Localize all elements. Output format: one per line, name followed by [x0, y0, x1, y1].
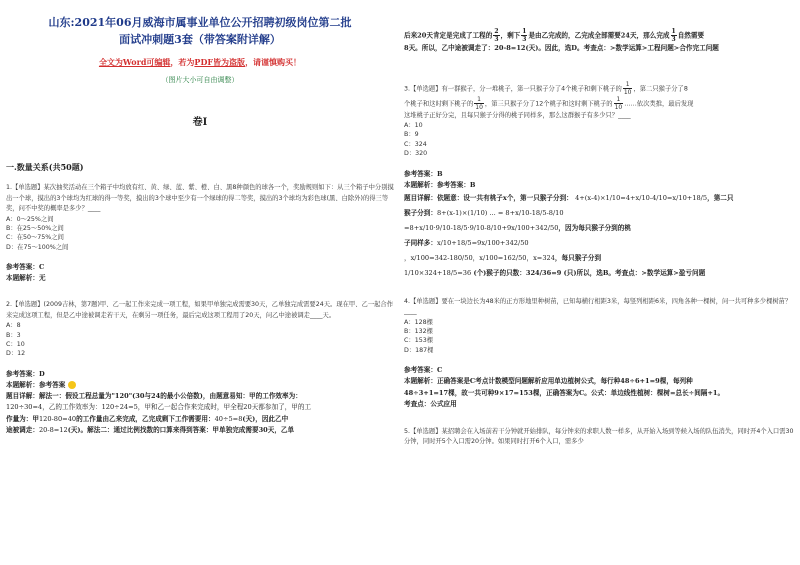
fraction	[474, 96, 484, 111]
numerator: 1	[522, 28, 527, 35]
fraction	[493, 28, 499, 43]
smiley-icon	[68, 381, 76, 389]
answer-label: 参考答案：C	[404, 366, 443, 375]
volume-heading: 卷I	[192, 117, 208, 128]
option-c: C：在50～75%之间	[6, 234, 64, 242]
analysis-math: =8+x/10·9/10-18/5·9/10-8/10+9x/100+342/50	[404, 223, 559, 232]
denominator: 10	[614, 103, 623, 111]
answer-label: 参考答案：C	[6, 263, 45, 272]
option-c: C：153棵	[404, 337, 434, 345]
analysis-text: (天)。解法二：通过比例找数的口算来得到答案：甲单独完成需要30天，乙单	[67, 426, 295, 435]
notice-text-2: ，若为	[170, 57, 195, 67]
numerator: 2	[494, 28, 499, 35]
question-5-text: 5.【单选题】某招聘会在入场前若干分钟就开始排队，每分钟来的求职人数一样多，从开始入场到等候入场的队伍消失，同时开4个入口需30分钟，同时开5个入口需20分钟。如果同时打开6个入口，需多少	[404, 427, 794, 446]
denominator: 3	[522, 36, 527, 43]
left-column	[6, 0, 394, 565]
word-editable-link[interactable]: 全文为Word可编辑	[98, 57, 171, 67]
analysis-text: 后来20天肯定是完成了工程的	[404, 31, 493, 40]
option-a: A：128棵	[404, 318, 433, 326]
option-c: C：10	[6, 340, 25, 348]
analysis-line: 考查点：公式应用	[404, 400, 457, 409]
analysis-text: (只)所以，选B。考查点：>数学运算>盈亏问题	[563, 268, 706, 277]
option-b: B：在25～50%之间	[6, 224, 64, 232]
analysis-text: (天)，因此乙中	[242, 414, 289, 423]
analysis-line: 本题解析：正确答案是C考点计数模型问题解析应用单边植树公式，每行种48÷6+1=9棵，每列种	[404, 377, 693, 386]
option-a: A：8	[6, 322, 21, 330]
answer-2	[6, 369, 394, 391]
analysis-text: 途被调走：	[6, 426, 39, 435]
fraction	[614, 96, 624, 111]
option-b: B：3	[6, 331, 21, 339]
question-1-text: 1.【单选题】某次抽奖活动在三个箱子中均放有红、黄、绿、蓝、紫、橙、白、黑8种颜色的球各一个，奖励规则如下：从三个箱子中分别摸出一个球，摸出的3个球均为红球的得一等奖，摸出的3个球中至少有一个绿球的得二等奖，摸出的3个球均为彩色球(黑、白除外)的得三等奖，问不中奖的概率是多少？____	[6, 184, 394, 212]
analysis-math: 1/10×324+18/5=36	[404, 268, 472, 277]
question-2-text: 2.【单选题】(2009吉林，第7题)甲、乙一起工作来完成一项工程，如果甲单独完成需要30天，乙单独完成需要24天。现在甲、乙一起合作来完成这项工程，但是乙中途被调走若干天，在剩另一项任务，最后完成这项工程用了20天，问乙中途被调走____天。	[6, 301, 394, 319]
answer-label: 参考答案：B	[404, 169, 443, 178]
notice-text-4: ，请谨慎购买！	[245, 57, 302, 67]
answer-4	[404, 365, 794, 376]
title-line-2: 面试冲刺题3套（带答案附详解）	[119, 33, 281, 46]
question-1	[6, 183, 394, 252]
question-text: ，第二只猴子分了8	[633, 85, 688, 92]
question-text: 个桃子和这时剩下桃子的	[404, 100, 474, 107]
purchase-notice	[6, 56, 394, 69]
question-4-text: 4.【单选题】要在一块边长为48米的正方形地里种树苗，已知每横行相距3米，每竖列相距6米，四角各种一棵树，问一共可种多少棵树苗？____	[404, 297, 792, 316]
numerator: 1	[671, 28, 676, 35]
page-title	[6, 14, 394, 48]
option-d: D：187棵	[404, 346, 434, 354]
analysis-line: 48÷3+1=17棵，故一共可种9×17=153棵，正确答案为C。公式：单边线性植树：棵树=总长÷间隔+1。	[404, 388, 725, 397]
analysis-4	[404, 376, 794, 411]
question-5	[404, 427, 794, 448]
analysis-math: 4+(x-4)×1/10=4+x/10-4/10=x/10+18/5	[575, 193, 708, 202]
analysis-text: ，每只猴子分到	[554, 253, 602, 262]
numerator: 1	[623, 81, 633, 89]
question-4	[404, 297, 794, 356]
analysis-text: 是由乙完成的，乙完成全部需要24天，那么完成	[528, 31, 670, 40]
analysis-line: 题目详解：解法一：假设工程总量为"120"(30与24的最小公倍数)，由题意易知：甲的工作效率为：	[6, 391, 302, 400]
right-column	[404, 0, 794, 565]
denominator: 10	[475, 103, 483, 111]
question-text: ……依次类推，最后发现	[624, 100, 694, 107]
question-2	[6, 300, 394, 359]
analysis-math: 120-80=40	[38, 414, 77, 423]
option-c: C：324	[404, 140, 427, 148]
question-text: ，第三只猴子分了12个桃子和这时剩下桃子的	[484, 100, 613, 107]
title-line-1: 山东:2021年06月威海市属事业单位公开招聘初级岗位第二批	[48, 16, 352, 29]
option-d: D：12	[6, 350, 26, 358]
analysis-text: 题目详解：依题意：设一共有桃子x个，第一只猴子分到：	[404, 193, 573, 202]
fraction	[671, 28, 677, 43]
option-b: B：132棵	[404, 328, 433, 336]
analysis-math: 20-8=12	[38, 426, 68, 435]
analysis-label: 本题解析：参考答案：B	[404, 180, 476, 189]
denominator: 10	[623, 88, 632, 96]
analysis-math: ，x/100=342-180/50，x/100=162/50，x=324	[404, 253, 555, 262]
analysis-text: ，因为每只猴子分到的桃	[558, 223, 631, 232]
section-heading: 一.数量关系(共50题)	[6, 162, 84, 172]
analysis-text: 作量为：甲	[6, 414, 39, 423]
fraction	[521, 28, 527, 43]
analysis-text: ，第二只	[707, 193, 734, 202]
analysis-line: 8天。所以，乙中途被调走了：20-8=12(天)。因此，选D。考查点：>数学运算>工程问题>合作完工问题	[404, 44, 719, 52]
answer-3	[404, 169, 794, 191]
option-d: D：320	[404, 150, 428, 158]
analysis-text: (个)猴子的只数：324/36=9	[473, 268, 562, 277]
question-text: 这堆桃子正好分完，且每只猴子分得的桃子同样多，那么这群猴子有多少只？____	[404, 111, 631, 119]
denominator: 3	[671, 36, 676, 43]
option-d: D：在75～100%之间	[6, 243, 69, 251]
pdf-piracy-link[interactable]: PDF皆为盗版	[194, 57, 246, 67]
analysis-math: 8+(x-1)×(1/10) ... = 8+x/10-18/5-8/10	[436, 208, 564, 217]
analysis-math: 120÷30=4，乙的工作效率为：	[6, 403, 102, 412]
analysis-2-continued	[404, 28, 794, 55]
question-3	[404, 81, 794, 159]
analysis-math: 40÷5=8	[214, 414, 243, 423]
image-size-hint: （图片大小可自由调整）	[161, 76, 239, 84]
analysis-text: ，剩下	[500, 31, 521, 40]
analysis-label: 本题解析：无	[6, 274, 46, 283]
analysis-math: 120÷24=5，甲和乙一起合作来完成时，甲全程20天都参加了，甲的工	[101, 403, 312, 412]
analysis-math: x/10+18/5=9x/100+342/50	[436, 238, 529, 247]
fraction	[623, 81, 633, 96]
analysis-3	[404, 191, 794, 281]
option-a: A：0～25%之间	[6, 215, 54, 223]
question-text: 3.【单选题】有一群猴子，分一堆桃子，第一只猴子分了4个桃子和剩下桃子的	[404, 85, 622, 92]
analysis-label: 本题解析：参考答案	[6, 380, 66, 389]
numerator: 1	[614, 96, 624, 104]
numerator: 1	[474, 96, 484, 104]
analysis-text: 猴子分到：	[404, 208, 437, 217]
answer-label: 参考答案：D	[6, 369, 45, 378]
analysis-text: 子同样多：	[404, 238, 437, 247]
denominator: 3	[494, 36, 499, 43]
analysis-text: 自然需要	[677, 31, 705, 40]
answer-1	[6, 262, 394, 284]
option-b: B：9	[404, 131, 419, 139]
analysis-2	[6, 391, 394, 437]
analysis-text: 的工作量由乙来完成，乙完成剩下工作需要用：	[76, 414, 215, 423]
option-a: A：10	[404, 122, 423, 129]
